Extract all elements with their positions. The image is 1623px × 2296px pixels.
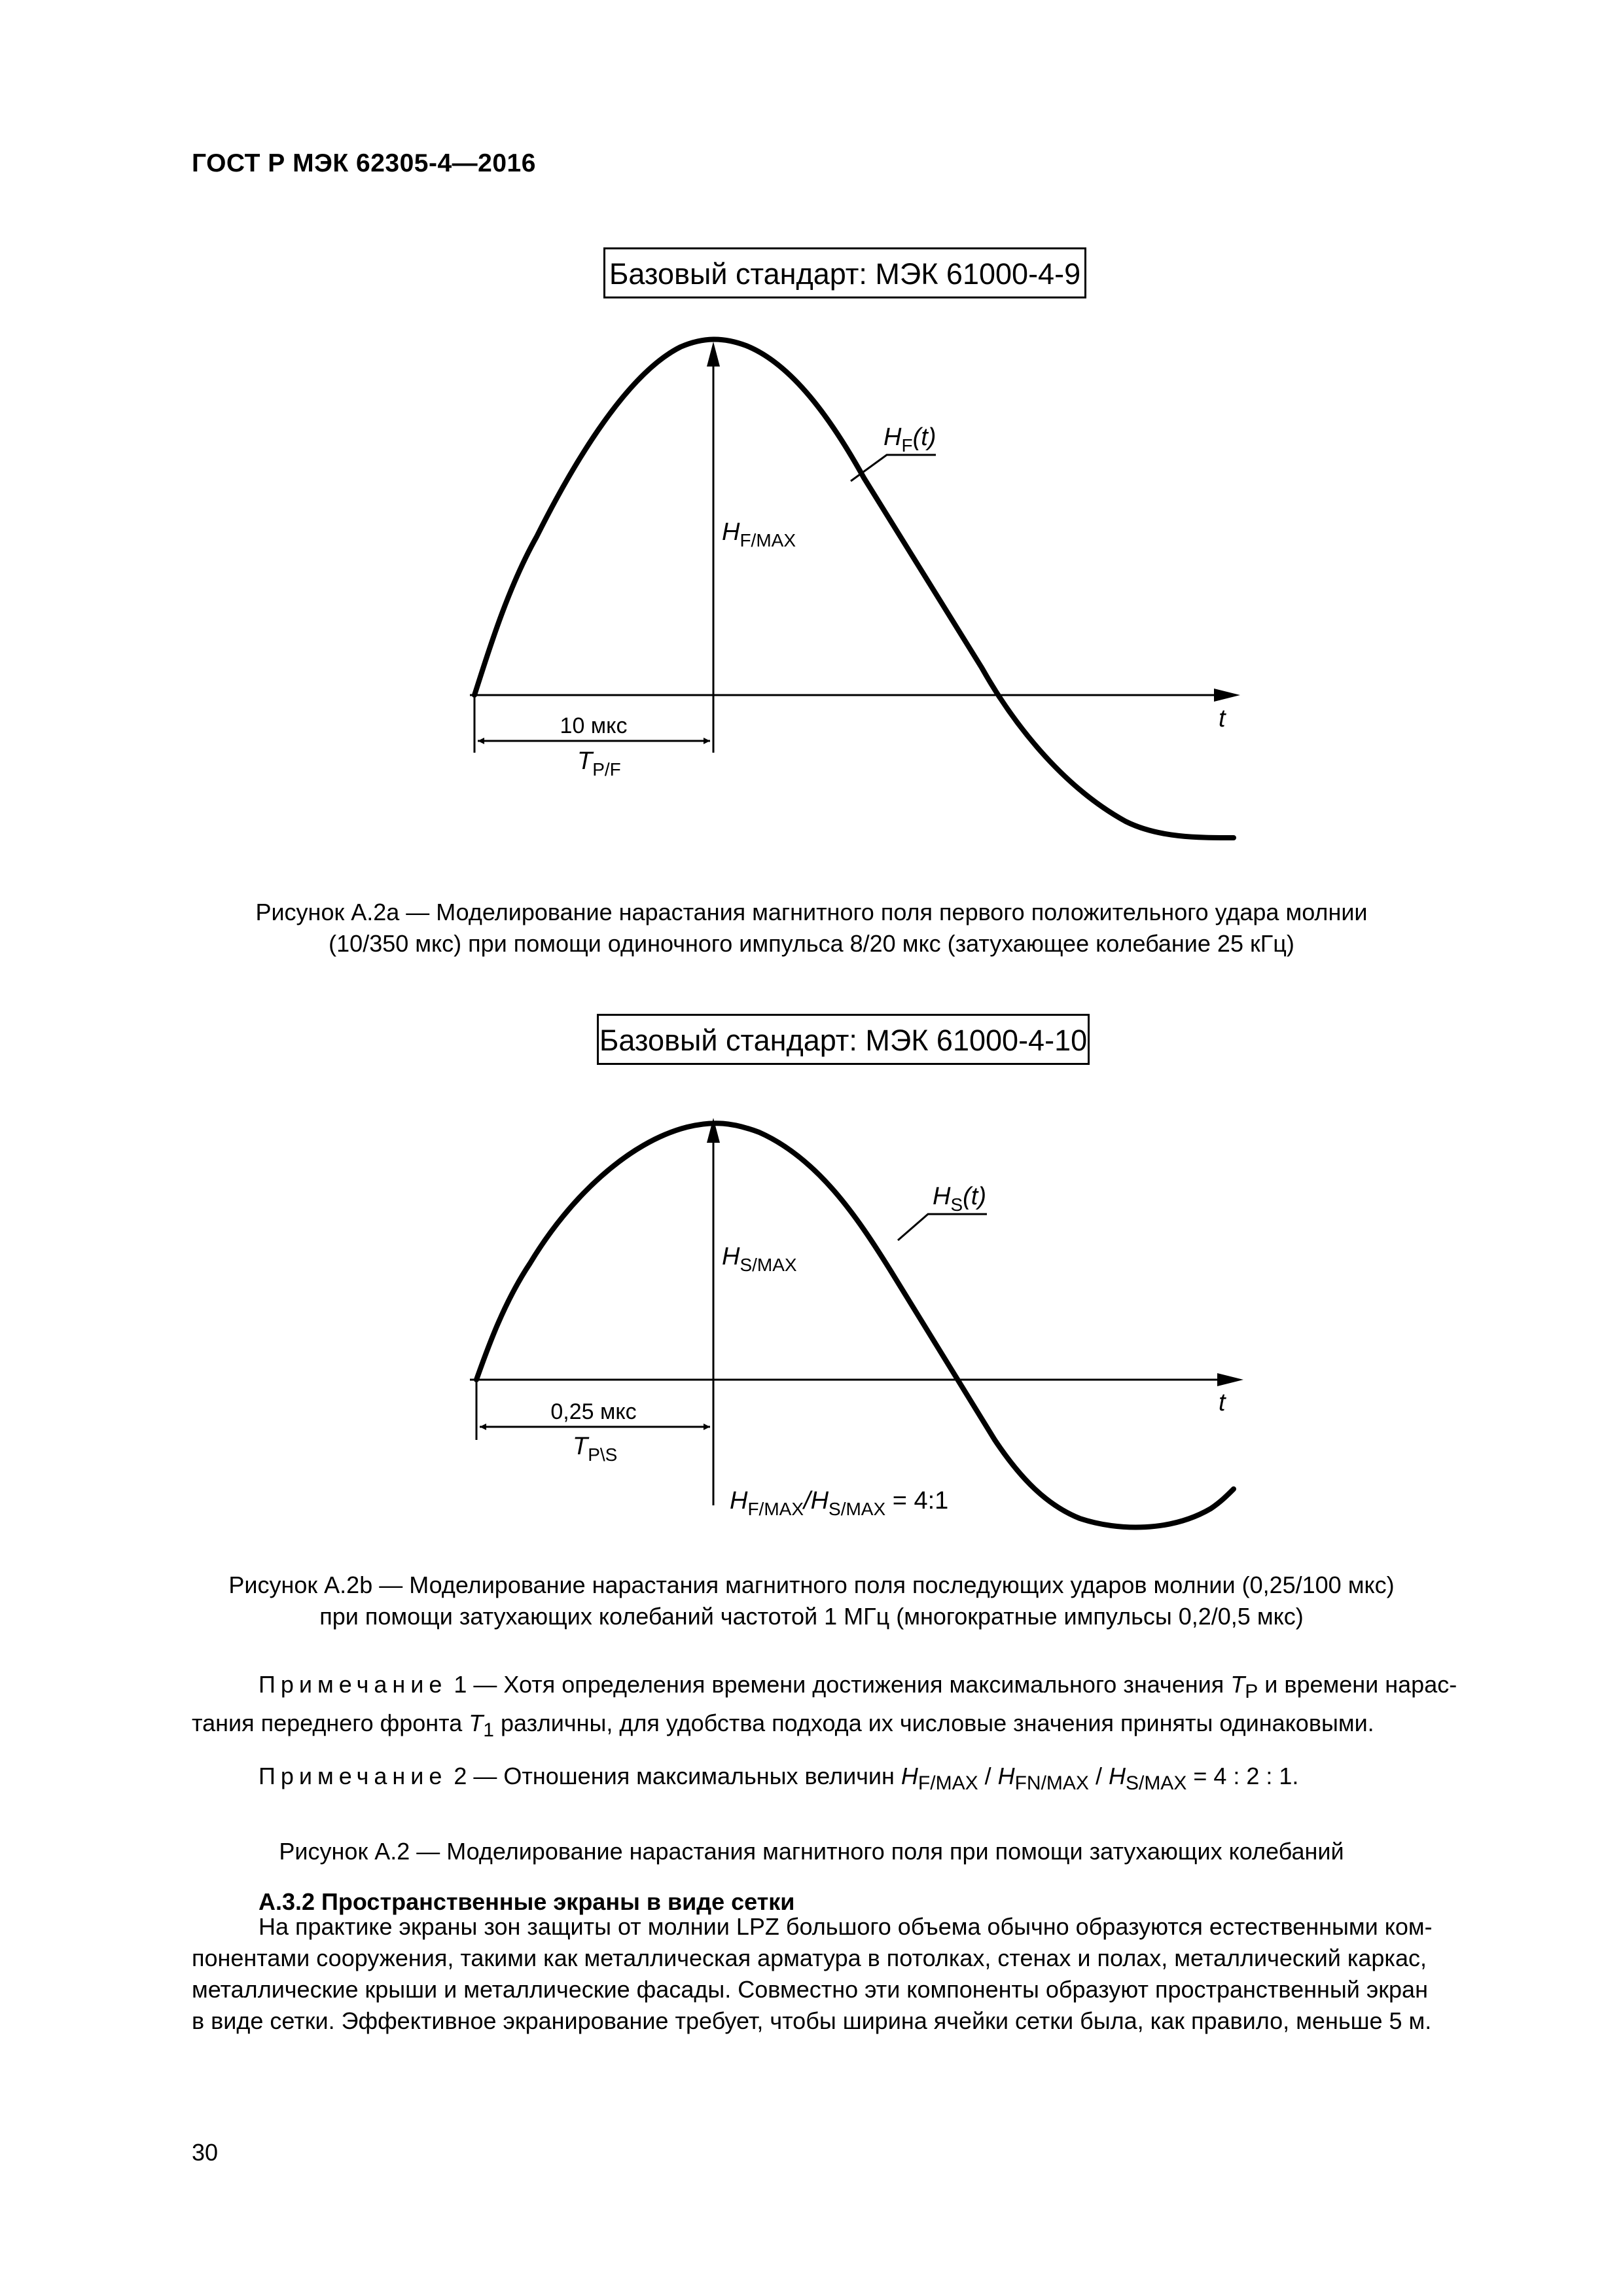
interval-symbol: $T_{P\backslash S}$ <box>573 1433 618 1465</box>
figure-b-caption-line2: при помощи затухающих колебаний частотой 1 МГц (многократные импульсы 0,2/0,5 мкс) <box>319 1603 1304 1630</box>
interval-value: 10 мкс <box>560 713 628 738</box>
note-2: Примечание 2 — Отношения максимальных величин $H_{F/MAX} / H_{FN/MAX} / H_{S/MAX} = 4$ : 2 : 1. <box>259 1763 1299 1795</box>
figure-b-caption-line1: Рисунок А.2b — Моделирование нарастания магнитного поля последующих ударов молнии (0,25/100 мкс) <box>228 1571 1395 1598</box>
curve-label: $H_F(t)$ <box>883 423 936 456</box>
peak-label: $H_{F/MAX}$ <box>722 518 796 550</box>
standard-box-b: Базовый стандарт: МЭК 61000-4-10 <box>597 1014 1090 1065</box>
interval-symbol: $T_{P/F}$ <box>577 747 621 780</box>
body-line-2: понентами сооружения, такими как металлическая арматура в потолках, стенах и полах, металлический каркас, <box>192 1945 1427 1971</box>
figure-b-caption <box>196 1570 1427 1632</box>
note-2-label: Примечание <box>259 1763 448 1789</box>
document-header: ГОСТ Р МЭК 62305-4—2016 <box>192 149 536 177</box>
standard-box-a: Базовый стандарт: МЭК 61000-4-9 <box>603 247 1086 298</box>
section-body <box>192 1911 1494 2037</box>
waveform-curve <box>476 1123 1234 1527</box>
time-axis-label: t <box>1219 705 1226 732</box>
figure-a-caption-line2: (10/350 мкс) при помощи одиночного импульса 8/20 мкс (затухающее колебание 25 кГц) <box>329 930 1294 957</box>
ratio-label: $H_{F/MAX}/H_{S/MAX}$ = 4:1 <box>730 1487 949 1519</box>
peak-label: $H_{S/MAX}$ <box>722 1243 797 1275</box>
time-axis-arrowhead <box>1214 689 1240 702</box>
interval-value: 0,25 мкс <box>550 1399 637 1424</box>
figure-a2-caption: Рисунок А.2 — Моделирование нарастания магнитного поля при помощи затухающих колебаний <box>279 1838 1344 1865</box>
peak-arrow-head <box>707 342 720 367</box>
figure-a-caption <box>196 897 1427 960</box>
figure-a-caption-line1: Рисунок А.2а — Моделирование нарастания магнитного поля первого положительного удара молнии <box>255 899 1368 925</box>
body-line-3: металлические крыши и металлические фасады. Совместно эти компоненты образуют пространственный экран <box>192 1976 1428 2003</box>
figure-a-diagram <box>0 308 1623 897</box>
curve-label-leader <box>898 1214 987 1240</box>
body-line-4: в виде сетки. Эффективное экранирование требует, чтобы ширина ячейки сетки была, как правило, меньше 5 м. <box>192 2007 1432 2034</box>
curve-label: $H_S(t)$ <box>933 1183 987 1215</box>
body-line-1: На практике экраны зон защиты от молнии LPZ большого объема обычно образуются естественными ком- <box>259 1913 1433 1940</box>
time-axis-label: t <box>1219 1389 1226 1416</box>
time-axis-arrowhead <box>1217 1373 1243 1386</box>
note-1-label: Примечание <box>259 1671 448 1698</box>
figure-b-diagram <box>0 1086 1623 1558</box>
note-1: Примечание 1 — Хотя определения времени достижения максимального значения $T_P$ и времени нарас- тания переднего фронта $T_1$ различны, для удобства подхода их числовые значения приняты одинаковыми. <box>192 1671 1457 1742</box>
page-number: 30 <box>192 2139 219 2166</box>
section-heading: А.3.2 Пространственные экраны в виде сетки <box>259 1888 795 1915</box>
